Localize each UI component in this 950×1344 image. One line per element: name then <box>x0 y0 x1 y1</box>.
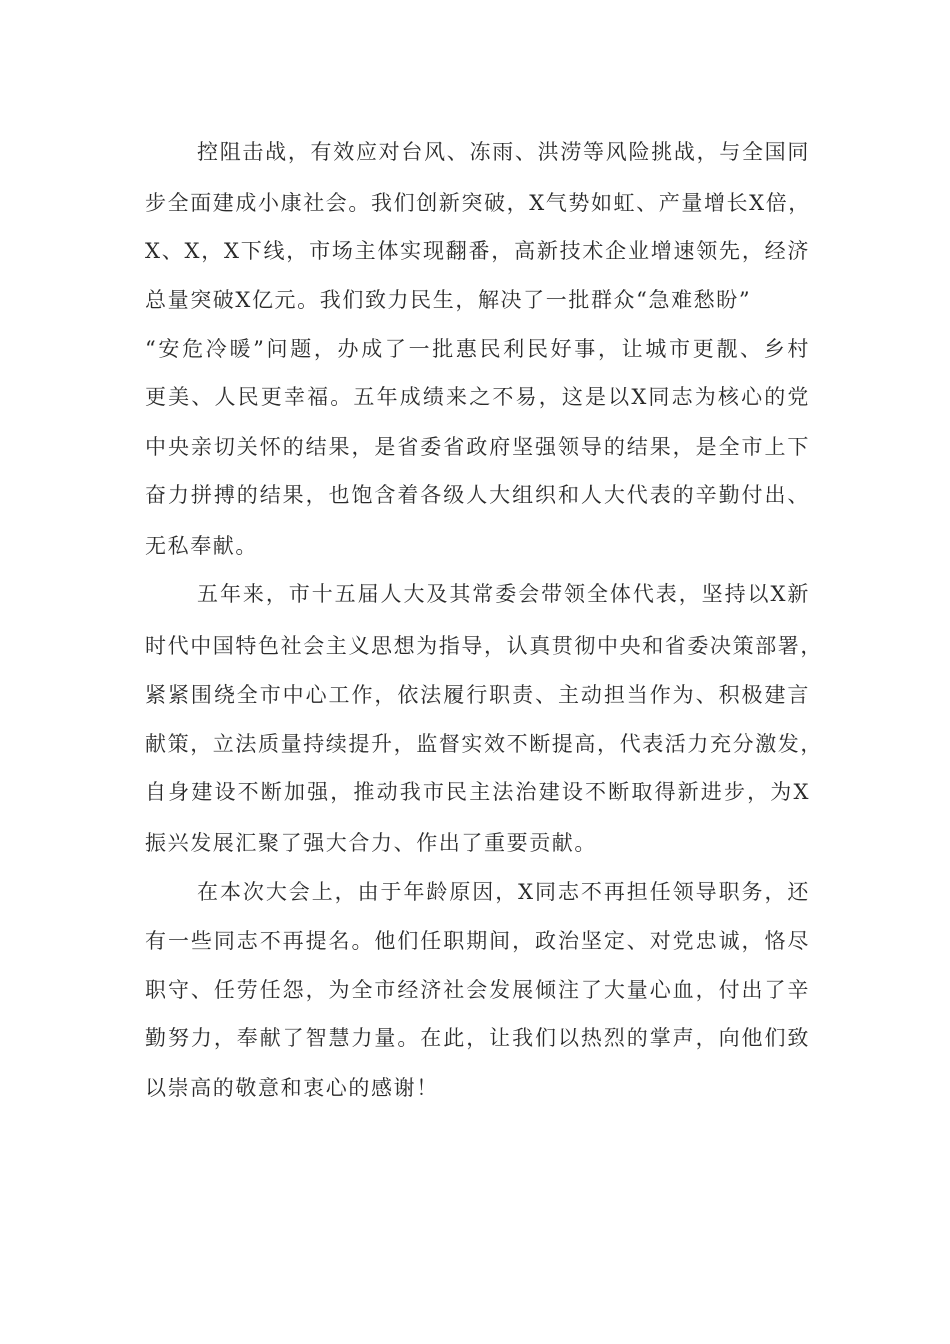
text-line: 在本次大会上，由于年龄原因，X同志不再担任领导职务，还 <box>197 880 810 904</box>
text-line: 奋力拼搏的结果，也饱含着各级人大组织和人大代表的辛勤付出、 <box>145 483 810 507</box>
text-line: 总量突破X亿元。我们致力民生，解决了一批群众“急难愁盼” <box>145 288 752 312</box>
text-line: 献策，立法质量持续提升，监督实效不断提高，代表活力充分激发， <box>145 732 823 756</box>
text-line: 无私奉献。 <box>145 534 258 558</box>
text-line: 振兴发展汇聚了强大合力、作出了重要贡献。 <box>145 831 597 855</box>
text-line: “安危冷暖”问题，办成了一批惠民利民好事，让城市更靓、乡村 <box>145 337 810 361</box>
text-line: 中央亲切关怀的结果，是省委省政府坚强领导的结果，是全市上下 <box>145 435 810 459</box>
text-line: 紧紧围绕全市中心工作，依法履行职责、主动担当作为、积极建言 <box>145 683 810 707</box>
text-line: X、X，X下线，市场主体实现翻番，高新技术企业增速领先，经济 <box>145 239 810 263</box>
text-line: 五年来，市十五届人大及其常委会带领全体代表，坚持以X新 <box>197 582 810 606</box>
text-line: 步全面建成小康社会。我们创新突破，X气势如虹、产量增长X倍， <box>145 191 811 215</box>
text-line: 职守、任劳任怨，为全市经济社会发展倾注了大量心血，付出了辛 <box>145 978 810 1002</box>
text-line: 有一些同志不再提名。他们任职期间，政治坚定、对党忠诚，恪尽 <box>145 929 810 953</box>
text-line: 勤努力，奉献了智慧力量。在此，让我们以热烈的掌声，向他们致 <box>145 1026 810 1050</box>
text-line: 以崇高的敬意和衷心的感谢！ <box>145 1076 439 1100</box>
text-line: 更美、人民更幸福。五年成绩来之不易，这是以X同志为核心的党 <box>145 385 810 409</box>
text-line: 时代中国特色社会主义思想为指导，认真贯彻中央和省委决策部署， <box>145 634 823 658</box>
text-line: 自身建设不断加强，推动我市民主法治建设不断取得新进步，为X <box>145 780 810 804</box>
text-line: 控阻击战，有效应对台风、冻雨、洪涝等风险挑战，与全国同 <box>197 140 810 164</box>
